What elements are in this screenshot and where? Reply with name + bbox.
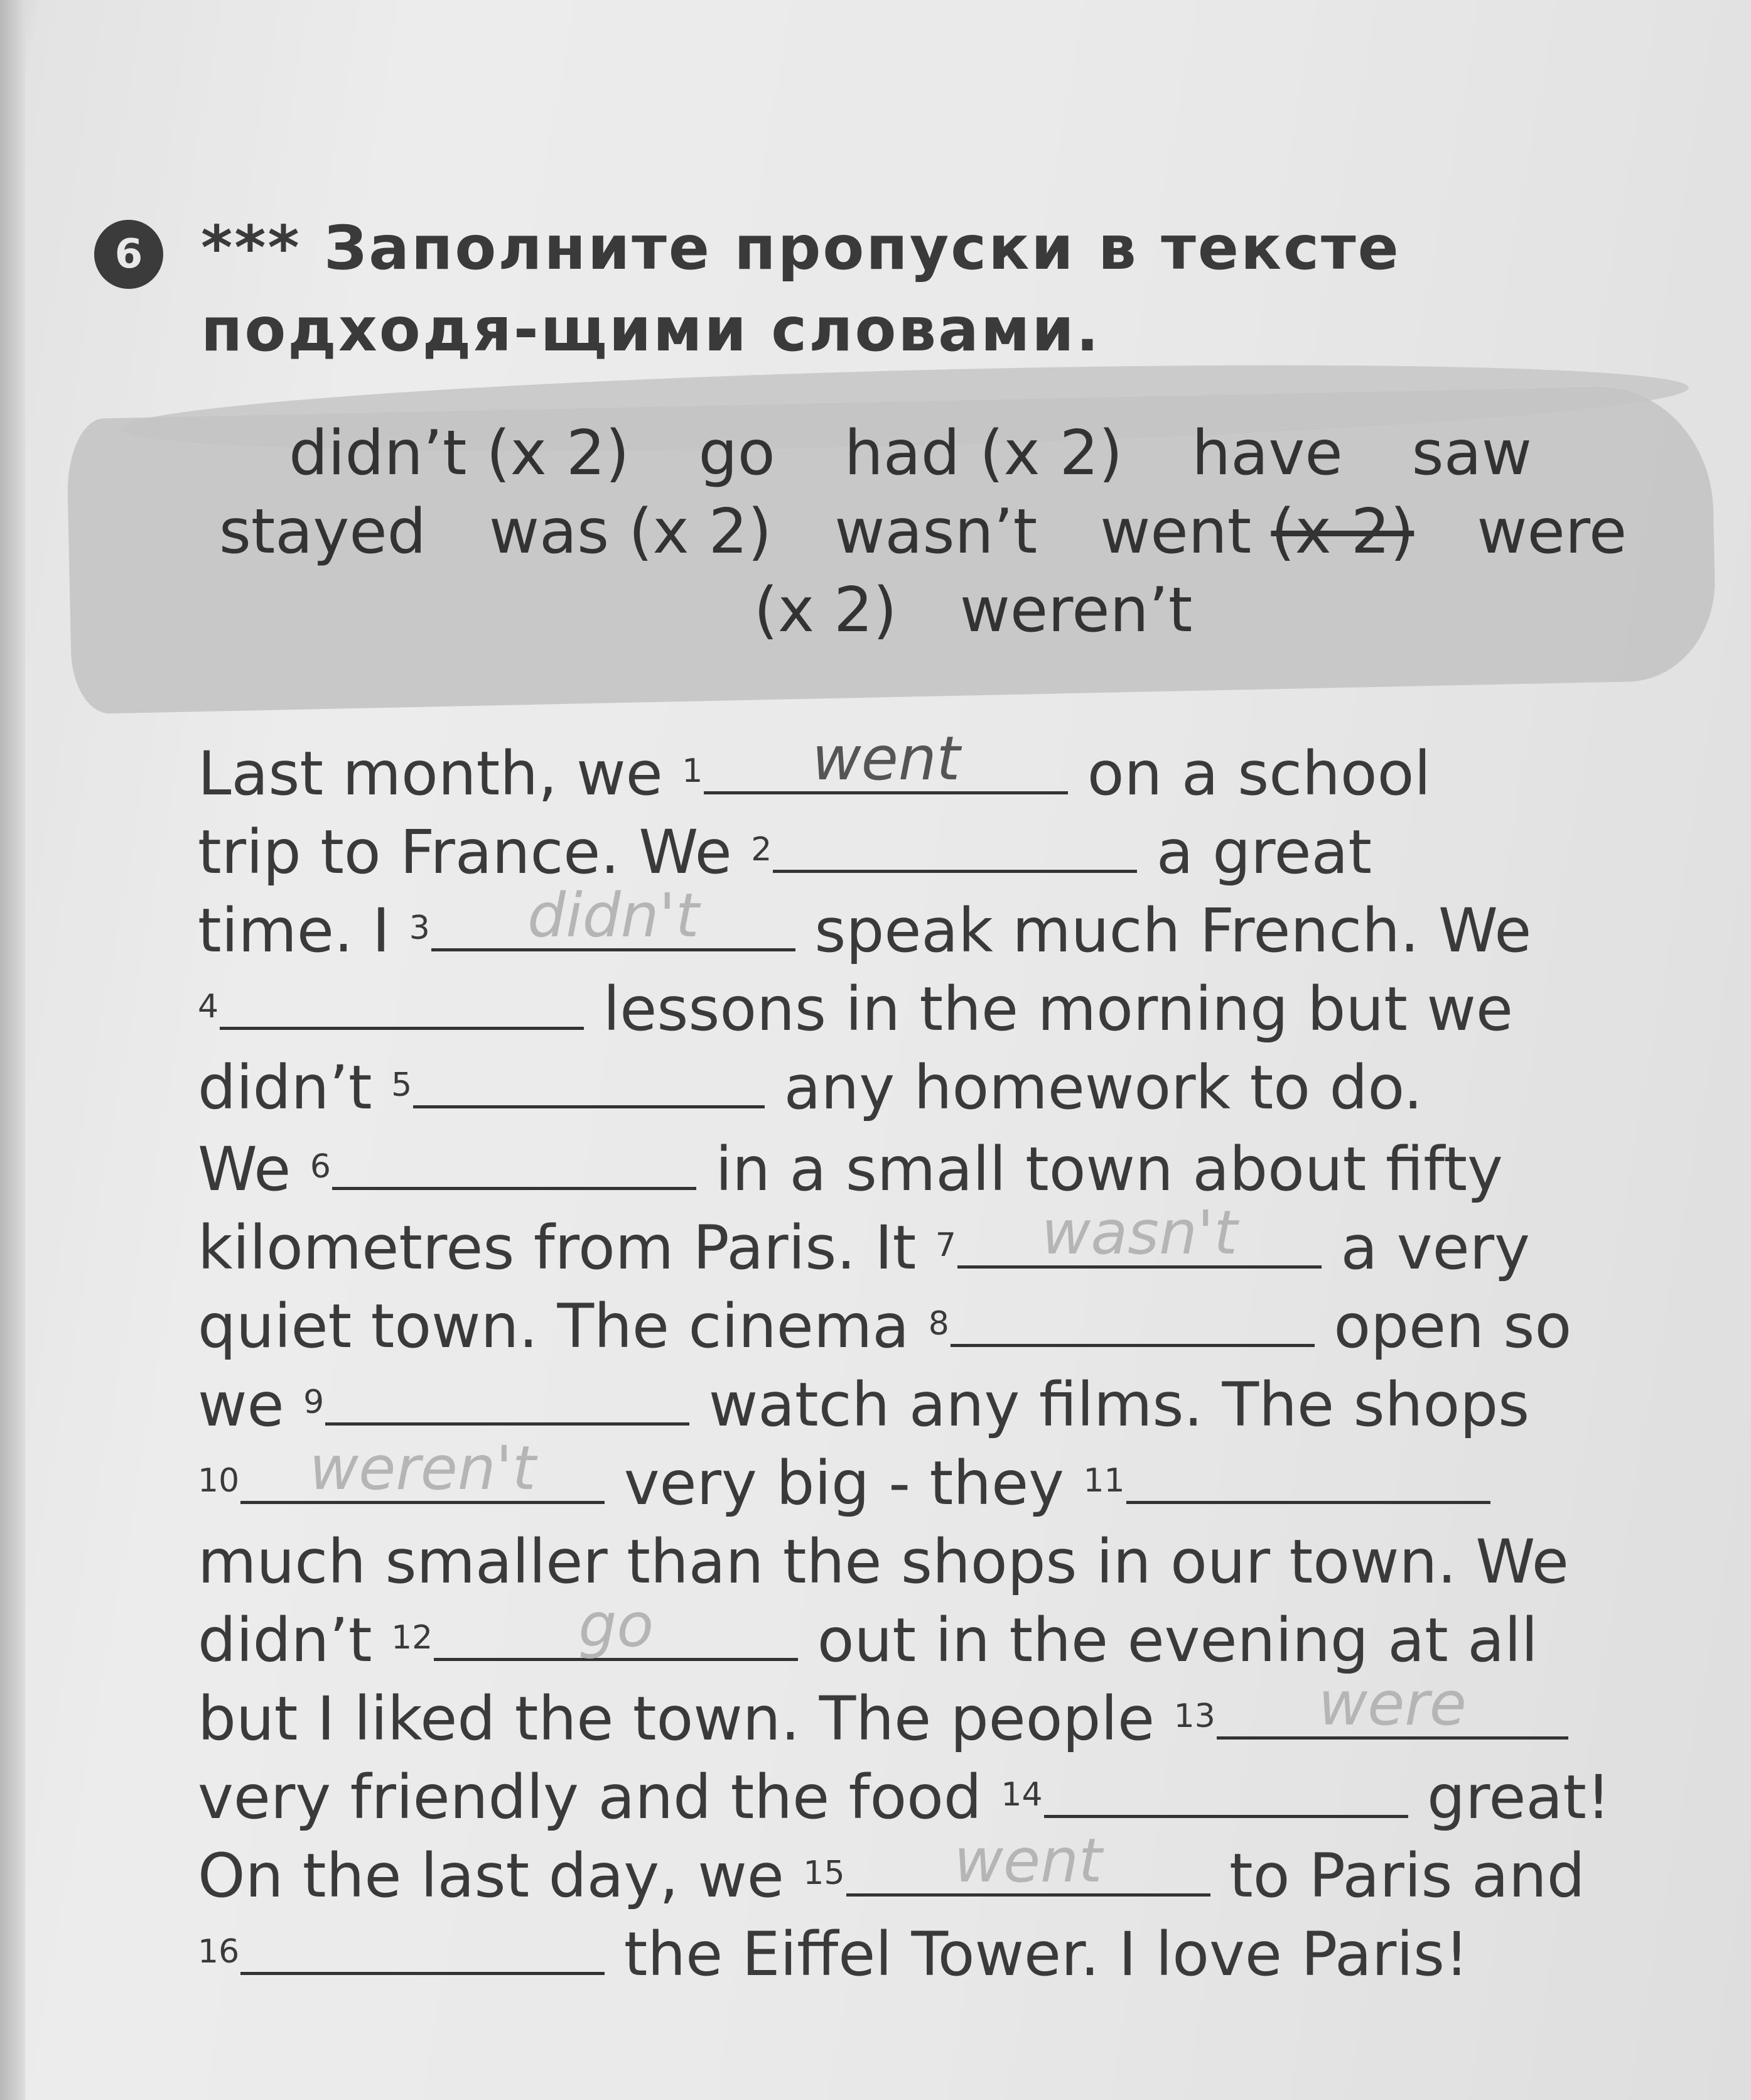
gap-number: 2	[751, 831, 772, 869]
text-line-11	[198, 1523, 1569, 1601]
word-item: saw	[1411, 418, 1532, 489]
gap-number: 1	[682, 752, 703, 790]
word-row-2	[144, 493, 1701, 571]
text-line-13	[198, 1669, 1568, 1758]
gap-answer: go	[578, 1590, 654, 1660]
gap-number: 5	[391, 1066, 412, 1104]
text-segment: time. I	[198, 896, 391, 966]
word-item-went: went	[1100, 496, 1252, 568]
text-segment: in a small town about fifty	[715, 1134, 1503, 1204]
gap-number: 14	[1001, 1776, 1043, 1814]
gap-number: 13	[1173, 1697, 1215, 1735]
word-item-struck-count: (x 2)	[1271, 496, 1414, 568]
text-segment: Last month, we	[198, 739, 663, 809]
gap-answer: went	[954, 1826, 1102, 1896]
gap-answer: were	[1318, 1669, 1467, 1739]
gap-9[interactable]	[325, 1368, 689, 1426]
word-item: go	[698, 418, 775, 489]
text-line-6	[198, 1130, 1503, 1209]
gap-number: 10	[198, 1462, 240, 1500]
gap-10[interactable]	[240, 1433, 605, 1504]
word-item: stayed	[218, 496, 426, 568]
gap-number: 8	[928, 1305, 949, 1343]
gap-number: 16	[198, 1933, 240, 1971]
gap-12[interactable]	[434, 1590, 798, 1661]
gap-4[interactable]	[220, 973, 584, 1030]
word-item: weren’t	[959, 575, 1193, 646]
gap-11[interactable]	[1126, 1447, 1490, 1504]
gap-6[interactable]	[332, 1133, 696, 1190]
word-item: wasn’t	[834, 496, 1038, 568]
gap-2[interactable]	[773, 816, 1137, 873]
text-segment: but I liked the town. The people	[198, 1684, 1155, 1754]
text-segment: On the last day, we	[198, 1841, 784, 1911]
gap-13[interactable]	[1217, 1669, 1568, 1740]
text-segment: lessons in the morning but we	[603, 974, 1513, 1044]
word-row-1	[119, 414, 1701, 493]
gap-14[interactable]	[1044, 1761, 1408, 1818]
text-line-14	[198, 1758, 1610, 1837]
gap-number: 12	[391, 1619, 433, 1657]
text-segment: great!	[1427, 1762, 1611, 1832]
text-segment: any homework to do.	[784, 1053, 1423, 1123]
gap-number: 15	[803, 1854, 845, 1892]
task-number-badge: 6	[94, 220, 163, 289]
text-segment: a great	[1156, 817, 1372, 887]
text-segment: a very	[1340, 1213, 1530, 1283]
text-line-4	[198, 970, 1513, 1049]
word-item: was (x 2)	[488, 496, 772, 568]
text-segment: much smaller than the shops in our town. We	[198, 1527, 1569, 1597]
word-item: (x 2)	[753, 575, 897, 646]
text-line-1	[198, 723, 1431, 813]
text-line-15	[198, 1826, 1585, 1915]
gap-number: 4	[198, 988, 219, 1026]
word-item: had (x 2)	[844, 418, 1123, 489]
word-list	[144, 414, 1701, 650]
word-item: were	[1477, 496, 1627, 568]
gap-number: 9	[303, 1383, 325, 1421]
gap-3[interactable]	[431, 880, 795, 951]
text-line-5	[198, 1049, 1423, 1127]
text-line-8	[198, 1287, 1571, 1366]
gap-answer: didn't	[527, 880, 699, 951]
text-segment: very big - they	[623, 1448, 1064, 1518]
text-segment: didn’t	[198, 1605, 372, 1675]
gap-answer: wasn't	[1041, 1198, 1238, 1268]
text-segment: speak much French. We	[814, 896, 1532, 966]
gap-7[interactable]	[957, 1198, 1322, 1269]
text-segment: trip to France. We	[198, 817, 732, 887]
text-segment: didn’t	[198, 1053, 372, 1123]
text-segment: quiet town. The cinema	[198, 1291, 910, 1361]
word-box	[144, 414, 1701, 691]
gap-number: 7	[935, 1226, 956, 1264]
text-line-16	[198, 1915, 1468, 1994]
gap-5[interactable]	[413, 1051, 765, 1108]
text-line-7	[198, 1198, 1530, 1287]
text-line-3	[198, 880, 1532, 970]
gap-number: 6	[310, 1148, 331, 1186]
gap-8[interactable]	[951, 1290, 1315, 1347]
text-segment: we	[198, 1370, 284, 1440]
text-segment: on a school	[1087, 739, 1431, 809]
gap-15[interactable]	[846, 1826, 1210, 1897]
text-segment: kilometres from Paris. It	[198, 1213, 917, 1283]
gap-1[interactable]	[704, 723, 1068, 794]
gap-answer: weren't	[309, 1433, 536, 1503]
text-segment: the Eiffel Tower. I love Paris!	[623, 1919, 1469, 1989]
text-line-10	[198, 1433, 1490, 1523]
word-row-3	[245, 571, 1701, 650]
gap-number: 3	[409, 909, 430, 947]
gap-number: 11	[1083, 1462, 1125, 1500]
word-item: didn’t (x 2)	[289, 418, 630, 489]
text-segment: out in the evening at all	[817, 1605, 1538, 1675]
text-segment: open so	[1333, 1291, 1572, 1361]
gap-answer: went	[812, 723, 961, 794]
text-segment: watch any films. The shops	[708, 1370, 1530, 1440]
gap-16[interactable]	[240, 1918, 605, 1975]
text-line-2	[198, 813, 1372, 892]
word-item	[1100, 493, 1414, 571]
word-item: have	[1192, 418, 1343, 489]
text-segment: very friendly and the food	[198, 1762, 982, 1832]
page-edge-shadow	[0, 0, 25, 2100]
text-segment: to Paris and	[1229, 1841, 1585, 1911]
task-instruction: *** Заполните пропуски в тексте подходя-щими словами.	[201, 213, 1401, 365]
text-segment: We	[198, 1134, 291, 1204]
